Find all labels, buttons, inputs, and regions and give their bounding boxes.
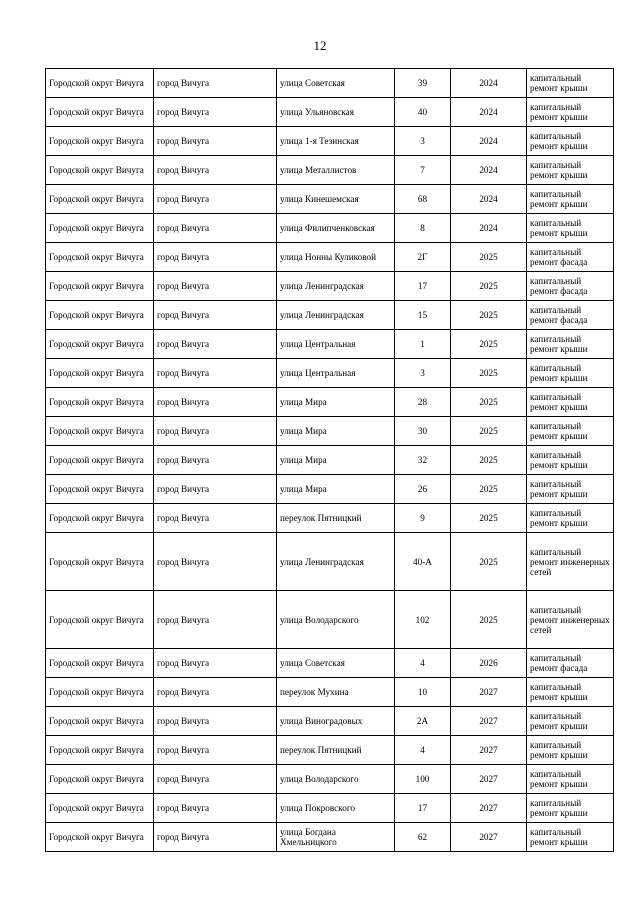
house-number-cell: 102 xyxy=(395,591,451,649)
year-cell: 2025 xyxy=(451,475,527,504)
street-cell: улица Центральная xyxy=(277,330,395,359)
city-cell: город Вичуга xyxy=(154,330,277,359)
street-cell: улица Виноградовых xyxy=(277,707,395,736)
year-cell: 2027 xyxy=(451,794,527,823)
year-cell: 2024 xyxy=(451,98,527,127)
year-cell: 2025 xyxy=(451,446,527,475)
year-cell: 2025 xyxy=(451,417,527,446)
city-cell: город Вичуга xyxy=(154,388,277,417)
year-cell: 2024 xyxy=(451,69,527,98)
district-cell: Городской округ Вичуга xyxy=(46,243,154,272)
district-cell: Городской округ Вичуга xyxy=(46,823,154,852)
table-row xyxy=(46,678,614,707)
work-type-cell: капитальный ремонт крыши xyxy=(527,388,614,417)
district-cell: Городской округ Вичуга xyxy=(46,678,154,707)
year-cell: 2025 xyxy=(451,359,527,388)
house-number-cell: 39 xyxy=(395,69,451,98)
table-row xyxy=(46,475,614,504)
table-row xyxy=(46,707,614,736)
year-cell: 2027 xyxy=(451,736,527,765)
work-type-cell: капитальный ремонт крыши xyxy=(527,98,614,127)
year-cell: 2025 xyxy=(451,504,527,533)
table-row xyxy=(46,765,614,794)
district-cell: Городской округ Вичуга xyxy=(46,446,154,475)
registry-table-body xyxy=(46,69,614,852)
house-number-cell: 100 xyxy=(395,765,451,794)
page-number: 12 xyxy=(313,38,327,53)
district-cell: Городской округ Вичуга xyxy=(46,330,154,359)
year-cell: 2024 xyxy=(451,156,527,185)
year-cell: 2024 xyxy=(451,214,527,243)
table-row xyxy=(46,272,614,301)
house-number-cell: 9 xyxy=(395,504,451,533)
work-type-cell: капитальный ремонт крыши xyxy=(527,417,614,446)
work-type-cell: капитальный ремонт крыши xyxy=(527,69,614,98)
house-number-cell: 40-А xyxy=(395,533,451,591)
year-cell: 2027 xyxy=(451,823,527,852)
city-cell: город Вичуга xyxy=(154,475,277,504)
house-number-cell: 32 xyxy=(395,446,451,475)
district-cell: Городской округ Вичуга xyxy=(46,736,154,765)
work-type-cell: капитальный ремонт инженерных сетей xyxy=(527,533,614,591)
house-number-cell: 30 xyxy=(395,417,451,446)
table-row xyxy=(46,823,614,852)
table-row xyxy=(46,736,614,765)
house-number-cell: 68 xyxy=(395,185,451,214)
city-cell: город Вичуга xyxy=(154,736,277,765)
house-number-cell: 26 xyxy=(395,475,451,504)
street-cell: улица Володарского xyxy=(277,765,395,794)
table-row xyxy=(46,214,614,243)
table-row xyxy=(46,127,614,156)
district-cell: Городской округ Вичуга xyxy=(46,794,154,823)
street-cell: улица Мира xyxy=(277,417,395,446)
city-cell: город Вичуга xyxy=(154,794,277,823)
street-cell: улица Мира xyxy=(277,388,395,417)
district-cell: Городской округ Вичуга xyxy=(46,272,154,301)
year-cell: 2025 xyxy=(451,533,527,591)
city-cell: город Вичуга xyxy=(154,98,277,127)
city-cell: город Вичуга xyxy=(154,69,277,98)
work-type-cell: капитальный ремонт крыши xyxy=(527,736,614,765)
street-cell: улица Кинешемская xyxy=(277,185,395,214)
street-cell: улица Ленинградская xyxy=(277,533,395,591)
work-type-cell: капитальный ремонт крыши xyxy=(527,823,614,852)
table-row xyxy=(46,243,614,272)
house-number-cell: 2А xyxy=(395,707,451,736)
house-number-cell: 10 xyxy=(395,678,451,707)
district-cell: Городской округ Вичуга xyxy=(46,649,154,678)
work-type-cell: капитальный ремонт крыши xyxy=(527,185,614,214)
year-cell: 2024 xyxy=(451,127,527,156)
table-row xyxy=(46,446,614,475)
work-type-cell: капитальный ремонт крыши xyxy=(527,678,614,707)
district-cell: Городской округ Вичуга xyxy=(46,69,154,98)
work-type-cell: капитальный ремонт крыши xyxy=(527,475,614,504)
district-cell: Городской округ Вичуга xyxy=(46,417,154,446)
table-row xyxy=(46,649,614,678)
table-row xyxy=(46,185,614,214)
table-row xyxy=(46,417,614,446)
city-cell: город Вичуга xyxy=(154,127,277,156)
street-cell: улица Мира xyxy=(277,446,395,475)
city-cell: город Вичуга xyxy=(154,301,277,330)
street-cell: улица 1-я Тезинская xyxy=(277,127,395,156)
house-number-cell: 2Г xyxy=(395,243,451,272)
work-type-cell: капитальный ремонт фасада xyxy=(527,272,614,301)
house-number-cell: 28 xyxy=(395,388,451,417)
house-number-cell: 17 xyxy=(395,794,451,823)
table-row xyxy=(46,794,614,823)
district-cell: Городской округ Вичуга xyxy=(46,301,154,330)
year-cell: 2024 xyxy=(451,185,527,214)
district-cell: Городской округ Вичуга xyxy=(46,388,154,417)
house-number-cell: 15 xyxy=(395,301,451,330)
table-row xyxy=(46,591,614,649)
district-cell: Городской округ Вичуга xyxy=(46,533,154,591)
year-cell: 2025 xyxy=(451,301,527,330)
house-number-cell: 4 xyxy=(395,649,451,678)
street-cell: улица Советская xyxy=(277,649,395,678)
street-cell: улица Филипченковская xyxy=(277,214,395,243)
district-cell: Городской округ Вичуга xyxy=(46,707,154,736)
work-type-cell: капитальный ремонт крыши xyxy=(527,330,614,359)
city-cell: город Вичуга xyxy=(154,765,277,794)
street-cell: улица Мира xyxy=(277,475,395,504)
street-cell: улица Покровского xyxy=(277,794,395,823)
street-cell: переулок Мухина xyxy=(277,678,395,707)
city-cell: город Вичуга xyxy=(154,591,277,649)
city-cell: город Вичуга xyxy=(154,272,277,301)
table-row xyxy=(46,533,614,591)
year-cell: 2027 xyxy=(451,707,527,736)
house-number-cell: 7 xyxy=(395,156,451,185)
work-type-cell: капитальный ремонт крыши xyxy=(527,156,614,185)
year-cell: 2025 xyxy=(451,330,527,359)
work-type-cell: капитальный ремонт крыши xyxy=(527,794,614,823)
street-cell: переулок Пятницкий xyxy=(277,736,395,765)
street-cell: улица Володарского xyxy=(277,591,395,649)
house-number-cell: 62 xyxy=(395,823,451,852)
work-type-cell: капитальный ремонт фасада xyxy=(527,301,614,330)
city-cell: город Вичуга xyxy=(154,446,277,475)
work-type-cell: капитальный ремонт крыши xyxy=(527,359,614,388)
work-type-cell: капитальный ремонт фасада xyxy=(527,243,614,272)
table-row xyxy=(46,330,614,359)
street-cell: улица Нонны Куликовой xyxy=(277,243,395,272)
street-cell: улица Богдана Хмельницкого xyxy=(277,823,395,852)
year-cell: 2025 xyxy=(451,243,527,272)
street-cell: улица Ленинградская xyxy=(277,272,395,301)
house-number-cell: 17 xyxy=(395,272,451,301)
city-cell: город Вичуга xyxy=(154,417,277,446)
street-cell: улица Металлистов xyxy=(277,156,395,185)
work-type-cell: капитальный ремонт крыши xyxy=(527,504,614,533)
city-cell: город Вичуга xyxy=(154,214,277,243)
house-number-cell: 3 xyxy=(395,359,451,388)
district-cell: Городской округ Вичуга xyxy=(46,185,154,214)
table-row xyxy=(46,69,614,98)
house-number-cell: 1 xyxy=(395,330,451,359)
city-cell: город Вичуга xyxy=(154,156,277,185)
year-cell: 2025 xyxy=(451,272,527,301)
district-cell: Городской округ Вичуга xyxy=(46,156,154,185)
street-cell: улица Ленинградская xyxy=(277,301,395,330)
work-type-cell: капитальный ремонт крыши xyxy=(527,446,614,475)
district-cell: Городской округ Вичуга xyxy=(46,591,154,649)
district-cell: Городской округ Вичуга xyxy=(46,504,154,533)
city-cell: город Вичуга xyxy=(154,359,277,388)
street-cell: улица Центральная xyxy=(277,359,395,388)
house-number-cell: 3 xyxy=(395,127,451,156)
city-cell: город Вичуга xyxy=(154,707,277,736)
work-type-cell: капитальный ремонт фасада xyxy=(527,649,614,678)
house-number-cell: 4 xyxy=(395,736,451,765)
city-cell: город Вичуга xyxy=(154,185,277,214)
registry-table xyxy=(45,68,614,852)
work-type-cell: капитальный ремонт крыши xyxy=(527,214,614,243)
table-row xyxy=(46,156,614,185)
district-cell: Городской округ Вичуга xyxy=(46,214,154,243)
table-row xyxy=(46,98,614,127)
work-type-cell: капитальный ремонт крыши xyxy=(527,765,614,794)
district-cell: Городской округ Вичуга xyxy=(46,475,154,504)
city-cell: город Вичуга xyxy=(154,504,277,533)
district-cell: Городской округ Вичуга xyxy=(46,127,154,156)
house-number-cell: 40 xyxy=(395,98,451,127)
street-cell: переулок Пятницкий xyxy=(277,504,395,533)
city-cell: город Вичуга xyxy=(154,243,277,272)
work-type-cell: капитальный ремонт крыши xyxy=(527,127,614,156)
city-cell: город Вичуга xyxy=(154,678,277,707)
year-cell: 2027 xyxy=(451,678,527,707)
city-cell: город Вичуга xyxy=(154,649,277,678)
house-number-cell: 8 xyxy=(395,214,451,243)
street-cell: улица Советская xyxy=(277,69,395,98)
work-type-cell: капитальный ремонт инженерных сетей xyxy=(527,591,614,649)
table-row xyxy=(46,359,614,388)
year-cell: 2026 xyxy=(451,649,527,678)
city-cell: город Вичуга xyxy=(154,533,277,591)
district-cell: Городской округ Вичуга xyxy=(46,359,154,388)
year-cell: 2025 xyxy=(451,388,527,417)
street-cell: улица Ульяновская xyxy=(277,98,395,127)
table-row xyxy=(46,504,614,533)
year-cell: 2027 xyxy=(451,765,527,794)
district-cell: Городской округ Вичуга xyxy=(46,765,154,794)
year-cell: 2025 xyxy=(451,591,527,649)
district-cell: Городской округ Вичуга xyxy=(46,98,154,127)
city-cell: город Вичуга xyxy=(154,823,277,852)
work-type-cell: капитальный ремонт крыши xyxy=(527,707,614,736)
table-row xyxy=(46,388,614,417)
table-row xyxy=(46,301,614,330)
